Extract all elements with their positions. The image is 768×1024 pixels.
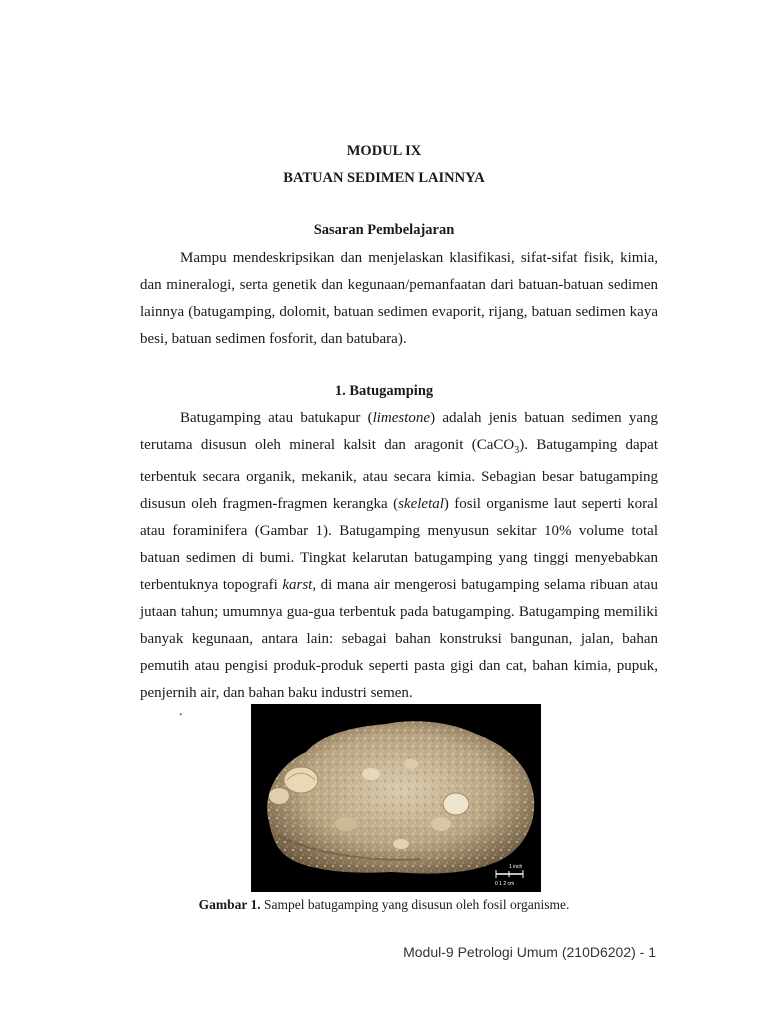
- text-run: Batugamping atau batukapur (: [180, 410, 373, 426]
- figure-caption: [0, 897, 768, 913]
- term-skeletal: skeletal: [398, 496, 444, 512]
- text-run: ) fosil organisme laut seperti koral atau foraminifera (Gambar 1). Batugamping menyusun sekitar 10% volume total batuan sedimen di bumi. Tingkat kelarutan batugamping yang tinggi menyebabkan terbentuknya topografi: [140, 496, 658, 593]
- section-heading-batugamping: 1. Batugamping: [334, 383, 434, 399]
- scale-label-inch: 1 inch: [509, 864, 523, 870]
- module-title: BATUAN SEDIMEN LAINNYA: [283, 170, 485, 186]
- page-footer: Modul-9 Petrologi Umum (210D6202) - 1: [403, 944, 656, 960]
- objectives-heading: Sasaran Pembelajaran: [313, 222, 455, 238]
- limestone-sample-photo: [251, 704, 541, 892]
- objectives-paragraph: [140, 245, 658, 353]
- text-run: , di mana air mengerosi batugamping selama ribuan atau jutaan tahun; umumnya gua-gua terbentuk pada batugamping. Batugamping memiliki banyak kegunaan, antara lain: sebagai bahan konstruksi bangunan, jalan, bahan pemutih atau pengisi produk-produk seperti pasta gigi dan cat, bahan kimia, pupuk, penjernih air, dan bahan baku industri semen.: [140, 577, 658, 701]
- term-karst: karst: [282, 577, 313, 593]
- caption-text: Sampel batugamping yang disusun oleh fosil organisme.: [260, 897, 570, 912]
- text-run: ). Batugamping dapat terbentuk secara organik, mekanik, atau secara kimia. Sebagian besar batugamping disusun oleh fragmen-fragmen kerangka (: [140, 437, 658, 512]
- stray-dot: .: [179, 704, 183, 719]
- subscript-3: 3: [514, 445, 520, 456]
- caption-label: Gambar 1.: [198, 897, 261, 912]
- scale-label-cm: 0 1 2 cm: [495, 881, 515, 887]
- module-number: MODUL IX: [346, 143, 422, 159]
- objectives-text: Mampu mendeskripsikan dan menjelaskan klasifikasi, sifat-sifat fisik, kimia, dan mineralogi, serta genetik dan kegunaan/pemanfaatan dari batuan-batuan sedimen lainnya (batugamping, dolomit, batuan sedimen evaporit, rijang, batuan sedimen kaya besi, batuan sedimen fosforit, dan batubara).: [140, 250, 658, 347]
- text-run: ) adalah jenis batuan sedimen yang terutama disusun oleh mineral kalsit dan aragonit (CaCO: [140, 410, 658, 453]
- scale-bar: [495, 864, 523, 887]
- term-limestone: limestone: [372, 410, 431, 426]
- batugamping-paragraph: [140, 405, 658, 707]
- limestone-rock-illustration: [251, 704, 541, 892]
